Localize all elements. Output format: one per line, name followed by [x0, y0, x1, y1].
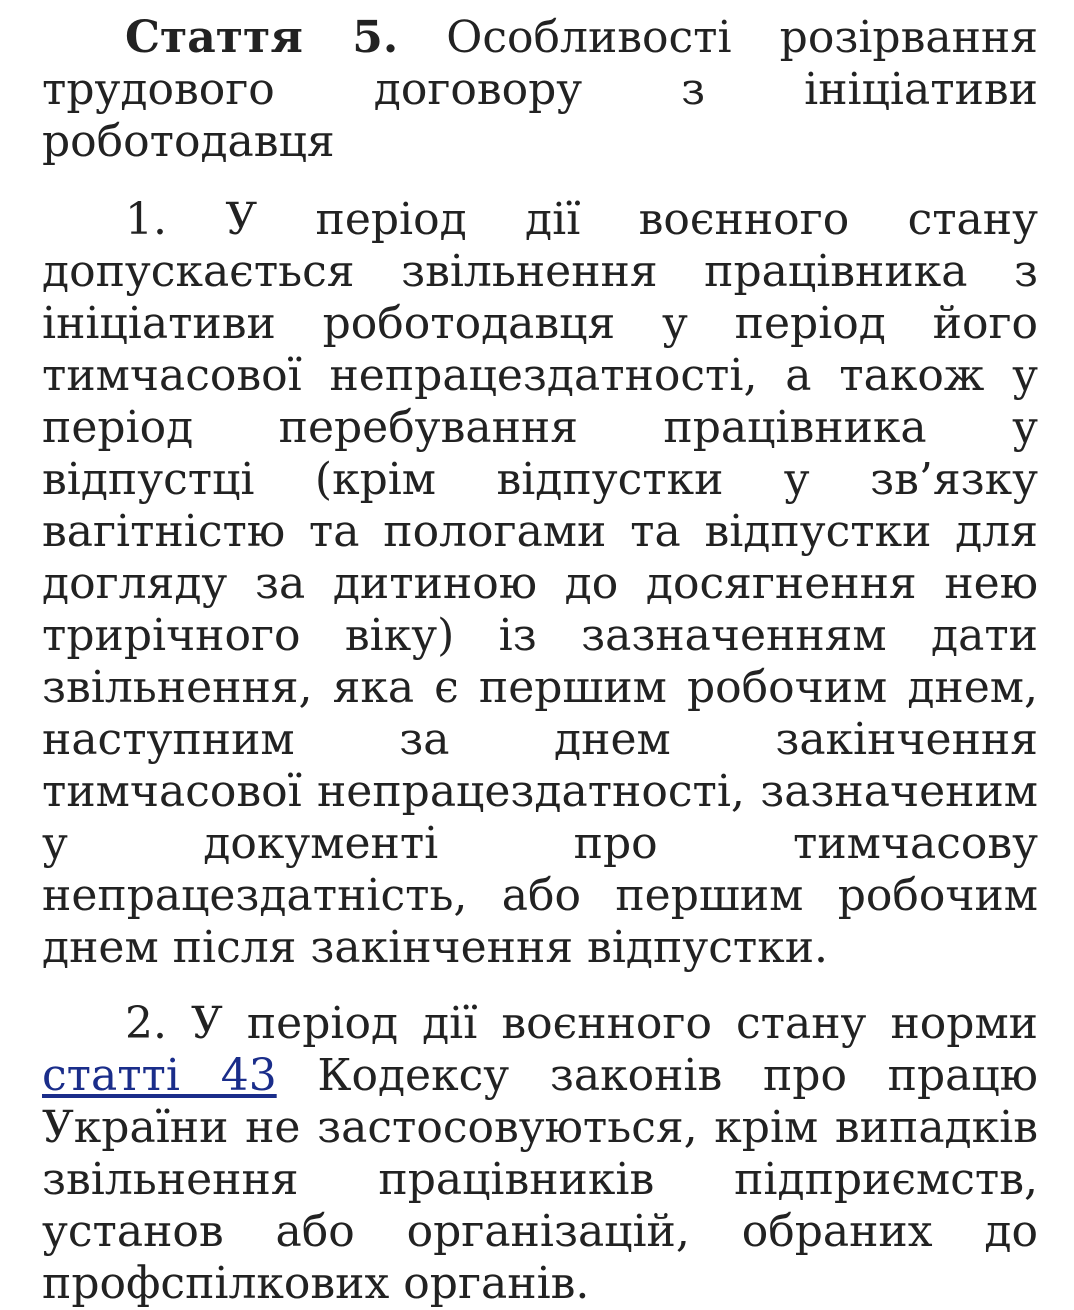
article-label: Стаття 5.: [125, 12, 399, 63]
article-title: Особливості розірвання трудового договору з ініціативи роботодавця: [42, 12, 1038, 167]
paragraph-2: [42, 998, 1038, 1310]
article-heading: [42, 12, 1038, 168]
paragraph-2-prefix: 2. У період дії воєнного стану норми: [125, 998, 1038, 1049]
document-body: [42, 12, 1038, 1310]
article-43-link[interactable]: статті 43: [42, 1050, 277, 1101]
paragraph-1: 1. У період дії воєнного стану допускається звільнення працівника з ініціативи роботодавця у період його тимчасової непрацездатності, а також у період перебування працівника у відпустці (крім відпустки у зв’язку вагітністю та пологами та відпустки для догляду за дитиною до досягнення нею трирічного віку) із зазначенням дати звільнення, яка є першим робочим днем, наступним за днем закінчення тимчасової непрацездатності, зазначеним у документі про тимчасову непрацездатність, або першим робочим днем після закінчення відпустки.: [42, 194, 1038, 973]
paragraph-2-suffix: Кодексу законів про працю України не застосовуються, крім випадків звільнення працівників підприємств, установ або організацій, обраних до профспілкових органів.: [42, 1050, 1038, 1309]
